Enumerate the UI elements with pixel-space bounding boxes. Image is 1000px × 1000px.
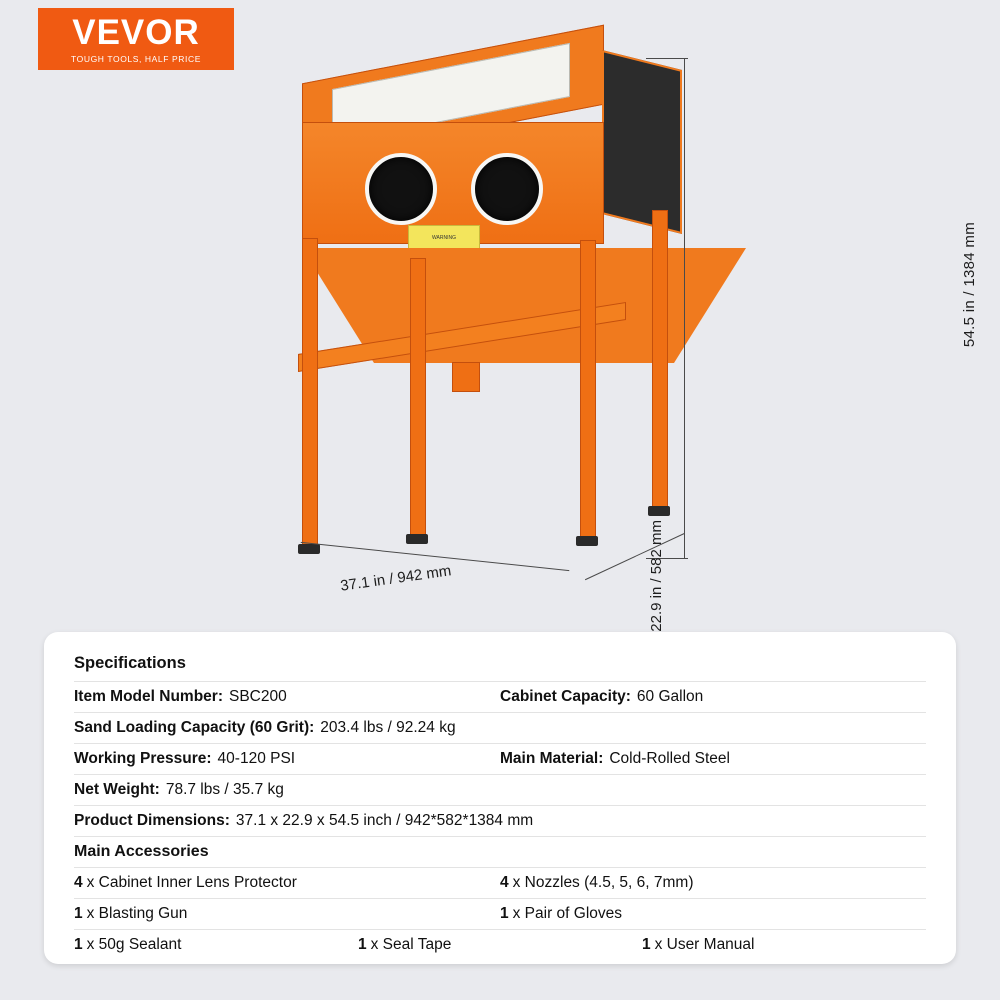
spec-value: 203.4 lbs / 92.24 kg	[320, 719, 456, 736]
spec-key: Sand Loading Capacity (60 Grit):	[74, 719, 315, 736]
accessory-qty: 1	[500, 905, 509, 922]
spec-row	[74, 743, 926, 774]
accessory-row	[74, 867, 926, 898]
cabinet-foot	[576, 536, 598, 546]
dimension-line-height	[684, 58, 685, 558]
dimension-tick-top	[646, 58, 688, 59]
accessory-label: x Pair of Gloves	[512, 905, 623, 922]
hopper-spout	[452, 362, 480, 392]
accessory-qty: 1	[74, 936, 83, 953]
accessory-item	[500, 874, 926, 892]
spec-value: 60 Gallon	[636, 688, 704, 705]
spec-key: Item Model Number:	[74, 688, 223, 705]
spec-cell	[74, 781, 926, 799]
spec-row	[74, 805, 926, 836]
accessories-title: Main Accessories	[74, 836, 926, 867]
accessory-item	[642, 936, 926, 954]
spec-cell	[500, 750, 926, 768]
accessory-item	[74, 936, 358, 954]
accessory-qty: 1	[357, 936, 367, 953]
accessory-row	[74, 898, 926, 929]
accessory-label: x Seal Tape	[370, 936, 452, 953]
cabinet-leg	[580, 240, 596, 542]
accessory-item	[500, 905, 926, 923]
spec-key: Main Material:	[500, 750, 604, 767]
accessory-row	[74, 929, 926, 960]
spec-value: Cold-Rolled Steel	[609, 750, 730, 767]
spec-row	[74, 681, 926, 712]
glove-port-left-icon	[365, 153, 437, 225]
cabinet-foot	[298, 544, 320, 554]
warning-label: WARNING	[408, 225, 480, 251]
cabinet-leg	[652, 210, 668, 512]
sandblast-cabinet-drawing	[280, 50, 700, 610]
spec-value: 78.7 lbs / 35.7 kg	[165, 781, 284, 798]
cabinet-foot	[648, 506, 670, 516]
spec-value: 37.1 x 22.9 x 54.5 inch / 942*582*1384 mm	[235, 812, 534, 829]
accessory-item	[358, 936, 642, 954]
accessory-qty: 4	[74, 874, 83, 891]
accessory-qty: 4	[500, 874, 509, 891]
specifications-card	[44, 632, 956, 964]
dimension-width-label: 37.1 in / 942 mm	[339, 562, 453, 595]
spec-cell	[74, 688, 500, 706]
accessory-item	[74, 905, 500, 923]
accessory-label: x Nozzles (4.5, 5, 6, 7mm)	[512, 874, 694, 891]
spec-value: 40-120 PSI	[217, 750, 296, 767]
spec-cell	[74, 719, 926, 737]
accessory-qty: 1	[641, 936, 651, 953]
cabinet-leg	[410, 258, 426, 540]
brand-tagline: TOUGH TOOLS, HALF PRICE	[71, 53, 201, 64]
accessory-label: x User Manual	[654, 936, 755, 953]
dimension-depth-label: 22.9 in / 582 mm	[648, 520, 665, 632]
dimension-height-label: 54.5 in / 1384 mm	[961, 222, 978, 348]
spec-cell	[74, 812, 926, 830]
spec-cell	[74, 750, 500, 768]
accessory-item	[74, 874, 500, 892]
spec-key: Cabinet Capacity:	[500, 688, 631, 705]
cabinet-foot	[406, 534, 428, 544]
spec-value: SBC200	[228, 688, 287, 705]
accessory-qty: 1	[74, 905, 83, 922]
spec-row	[74, 712, 926, 743]
brand-name: VEVOR	[72, 12, 200, 52]
spec-cell	[500, 688, 926, 706]
specifications-title: Specifications	[74, 654, 186, 672]
accessory-label: x Blasting Gun	[86, 905, 188, 922]
spec-key: Net Weight:	[74, 781, 160, 798]
glove-port-right-icon	[471, 153, 543, 225]
accessory-label: x 50g Sealant	[86, 936, 182, 953]
spec-key: Product Dimensions:	[74, 812, 230, 829]
cabinet-side-door	[602, 50, 682, 234]
spec-row	[74, 774, 926, 805]
spec-key: Working Pressure:	[74, 750, 212, 767]
cabinet-leg	[302, 238, 318, 550]
accessory-label: x Cabinet Inner Lens Protector	[86, 874, 297, 891]
